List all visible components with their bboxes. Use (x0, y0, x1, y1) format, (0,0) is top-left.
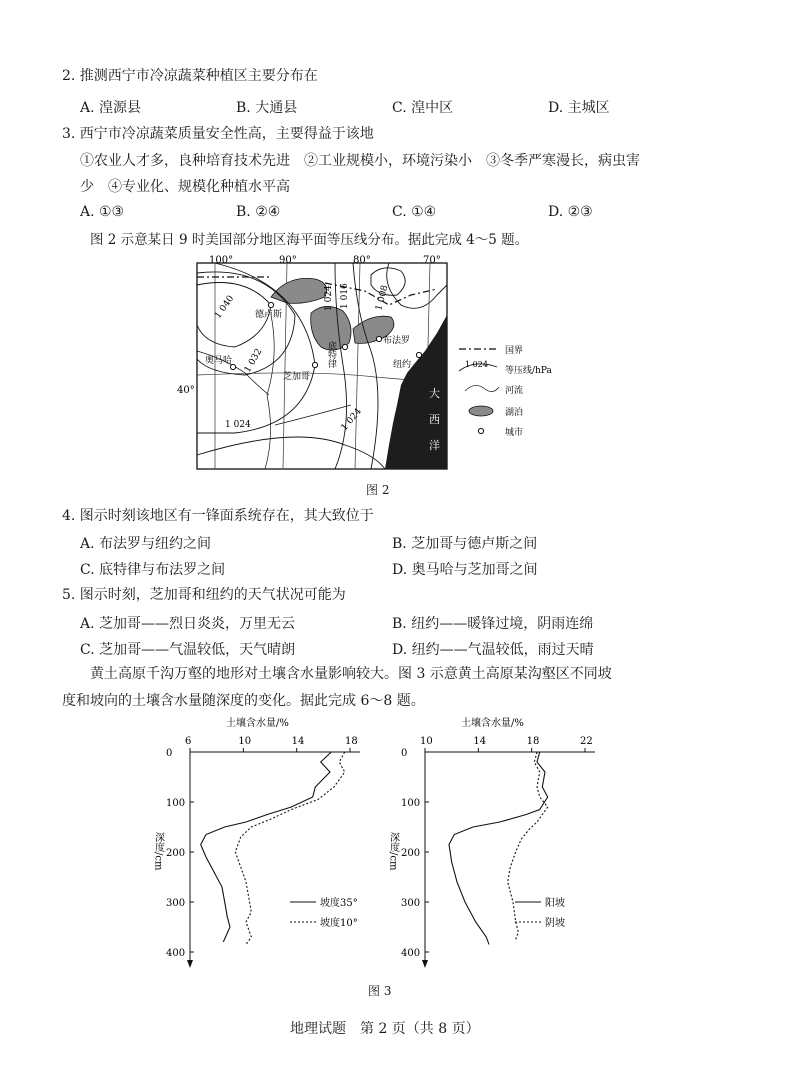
q3-option-b: B. ②④ (236, 204, 281, 220)
isobar-label-1040: 1 040 (213, 293, 237, 321)
q2-option-a: A. 湟源县 (80, 100, 142, 116)
chart1-y-tick-3: 300 (401, 898, 421, 909)
q2-stem: 2. 推测西宁市冷凉蔬菜种植区主要分布在 (62, 68, 318, 84)
fig3-caption: 图 3 (368, 984, 392, 998)
lon-label-100: 100° (209, 255, 234, 266)
isobar-south (197, 437, 385, 469)
chart1-y-tick-4: 400 (401, 948, 421, 959)
chart0-y-axis-title: 深度/cm (152, 832, 164, 871)
chart1-x-tick-2: 18 (526, 736, 540, 747)
chart0-y-axis-arrow (187, 960, 193, 968)
q3-option-a: A. ①③ (80, 204, 125, 220)
chart0-x-tick-3: 18 (345, 736, 358, 747)
legend-isobar-sample: 1 024 (465, 360, 488, 369)
chart1-x-tick-3: 22 (580, 736, 593, 747)
legend-river-label: 河流 (505, 386, 524, 396)
chart1-x-tick-0: 10 (420, 736, 433, 747)
fig3-intro-line1: 黄土高原千沟万壑的地形对土壤含水量影响较大。图 3 示意黄土高原某沟壑区不同坡 (90, 666, 612, 682)
chart0-x-tick-1: 10 (238, 736, 252, 747)
city-label-detroit: 底特律 (326, 341, 336, 368)
chart1-y-tick-2: 200 (401, 848, 421, 859)
chart0-x-tick-2: 14 (291, 736, 305, 747)
chart0-series-0-line (201, 752, 332, 942)
q5-option-d: D. 纽约——气温较低，雨过天晴 (392, 642, 594, 658)
lat-label-40: 40° (177, 385, 195, 396)
chart0-series-1-line (235, 752, 344, 945)
q4-option-c: C. 底特律与布法罗之间 (80, 562, 226, 578)
chart1-x-axis-title: 土壤含水量/% (461, 718, 524, 729)
q3-stem: 3. 西宁市冷凉蔬菜质量安全性高，主要得益于该地 (62, 126, 374, 142)
chart0-x-tick-0: 6 (185, 736, 192, 747)
q3-option-c: C. ①④ (392, 204, 437, 220)
city-marker-buffalo (376, 336, 381, 341)
q3-items-line2: 少 ④专业化、规模化种植水平高 (80, 179, 290, 195)
ocean-label-3: 洋 (429, 439, 440, 452)
q5-stem: 5. 图示时刻，芝加哥和纽约的天气状况可能为 (62, 587, 346, 603)
chart0-legend-label-1: 坡度10° (320, 918, 358, 929)
legend-border-label: 国界 (505, 346, 524, 356)
isobar-label-1024-c: 1 024 (339, 406, 364, 433)
q5-option-b: B. 纽约——暖锋过境，阴雨连绵 (392, 616, 594, 632)
q4-option-d: D. 奥马哈与芝加哥之间 (392, 562, 538, 578)
isobar-label-1024-b: 1 024 (324, 285, 334, 311)
chart1-y-axis-arrow (422, 960, 428, 968)
chart1-x-tick-1: 14 (473, 736, 487, 747)
q5-option-a: A. 芝加哥——烈日炎炎，万里无云 (80, 616, 296, 632)
legend-lake-label: 湖泊 (505, 408, 524, 418)
page-footer: 地理试题 第 2 页（共 8 页） (290, 1021, 480, 1037)
ocean-label-1: 大 (429, 387, 440, 400)
chart0-y-tick-4: 400 (166, 948, 186, 959)
q2-option-c: C. 湟中区 (392, 100, 454, 116)
figure-3-chart-aspect (385, 712, 615, 982)
chart1-y-tick-1: 100 (401, 798, 421, 809)
isobar-label-1032: 1 032 (242, 347, 265, 375)
chart1-series-0-line (449, 752, 548, 945)
chart0-y-tick-2: 200 (166, 848, 186, 859)
lake-superior (271, 278, 327, 303)
figure-2-map (175, 255, 595, 495)
chart0-y-tick-3: 300 (166, 898, 186, 909)
isobar-label-1008: 1 008 (374, 284, 391, 312)
chart1-legend-label-1: 阴坡 (545, 918, 565, 929)
chart1-y-tick-0: 0 (401, 748, 408, 759)
city-marker-duluth (268, 302, 273, 307)
fig3-intro-line2: 度和坡向的土壤含水量随深度的变化。据此完成 6～8 题。 (62, 693, 425, 709)
chart0-legend-label-0: 坡度35° (320, 898, 358, 909)
isobar-label-1016: 1 016 (340, 283, 350, 309)
q3-option-d: D. ②③ (548, 204, 593, 220)
q5-option-c: C. 芝加哥——气温较低，天气晴朗 (80, 642, 296, 658)
legend-city-symbol (478, 428, 483, 433)
city-marker-detroit (342, 344, 347, 349)
figure-3-chart-slope (150, 712, 380, 982)
isobar-label-1024-a: 1 024 (225, 420, 251, 430)
legend-city-label: 城市 (505, 428, 524, 438)
q4-stem: 4. 图示时刻该地区有一锋面系统存在，其大致位于 (62, 508, 374, 524)
lon-label-70: 70° (423, 255, 441, 266)
isobar-1016 (353, 263, 378, 469)
city-label-duluth: 德卢斯 (255, 310, 283, 320)
lon-label-90: 90° (279, 255, 297, 266)
fig2-intro: 图 2 示意某日 9 时美国部分地区海平面等压线分布。据此完成 4～5 题。 (90, 232, 529, 248)
q2-option-b: B. 大通县 (236, 100, 298, 116)
city-label-omaha: 奥马哈 (205, 356, 233, 366)
city-marker-newyork (416, 352, 421, 357)
chart0-y-tick-1: 100 (166, 798, 186, 809)
q4-option-b: B. 芝加哥与德卢斯之间 (392, 536, 538, 552)
q4-option-a: A. 布法罗与纽约之间 (80, 536, 212, 552)
legend-lake-symbol (469, 406, 493, 416)
ocean-label-2: 西 (429, 413, 440, 426)
chart0-y-tick-0: 0 (166, 748, 173, 759)
city-label-buffalo: 布法罗 (383, 336, 411, 346)
chart0-x-axis-title: 土壤含水量/% (226, 718, 289, 729)
city-label-chicago: 芝加哥 (283, 372, 311, 382)
fig2-caption: 图 2 (366, 483, 390, 497)
q2-option-d: D. 主城区 (548, 100, 610, 116)
legend-river-symbol (465, 385, 499, 391)
chart1-series-1-line (508, 752, 548, 940)
city-marker-chicago (312, 362, 317, 367)
lon-label-80: 80° (353, 255, 371, 266)
legend-isobar-label: 等压线/hPa (505, 366, 552, 376)
chart1-legend-label-0: 阳坡 (545, 898, 565, 909)
q3-items-line1: ①农业人才多，良种培育技术先进 ②工业规模小，环境污染小 ③冬季严寒漫长，病虫害 (80, 153, 640, 169)
chart1-y-axis-title: 深度/cm (387, 832, 399, 871)
city-label-newyork: 纽约 (393, 360, 412, 370)
river-mississippi (265, 315, 274, 469)
